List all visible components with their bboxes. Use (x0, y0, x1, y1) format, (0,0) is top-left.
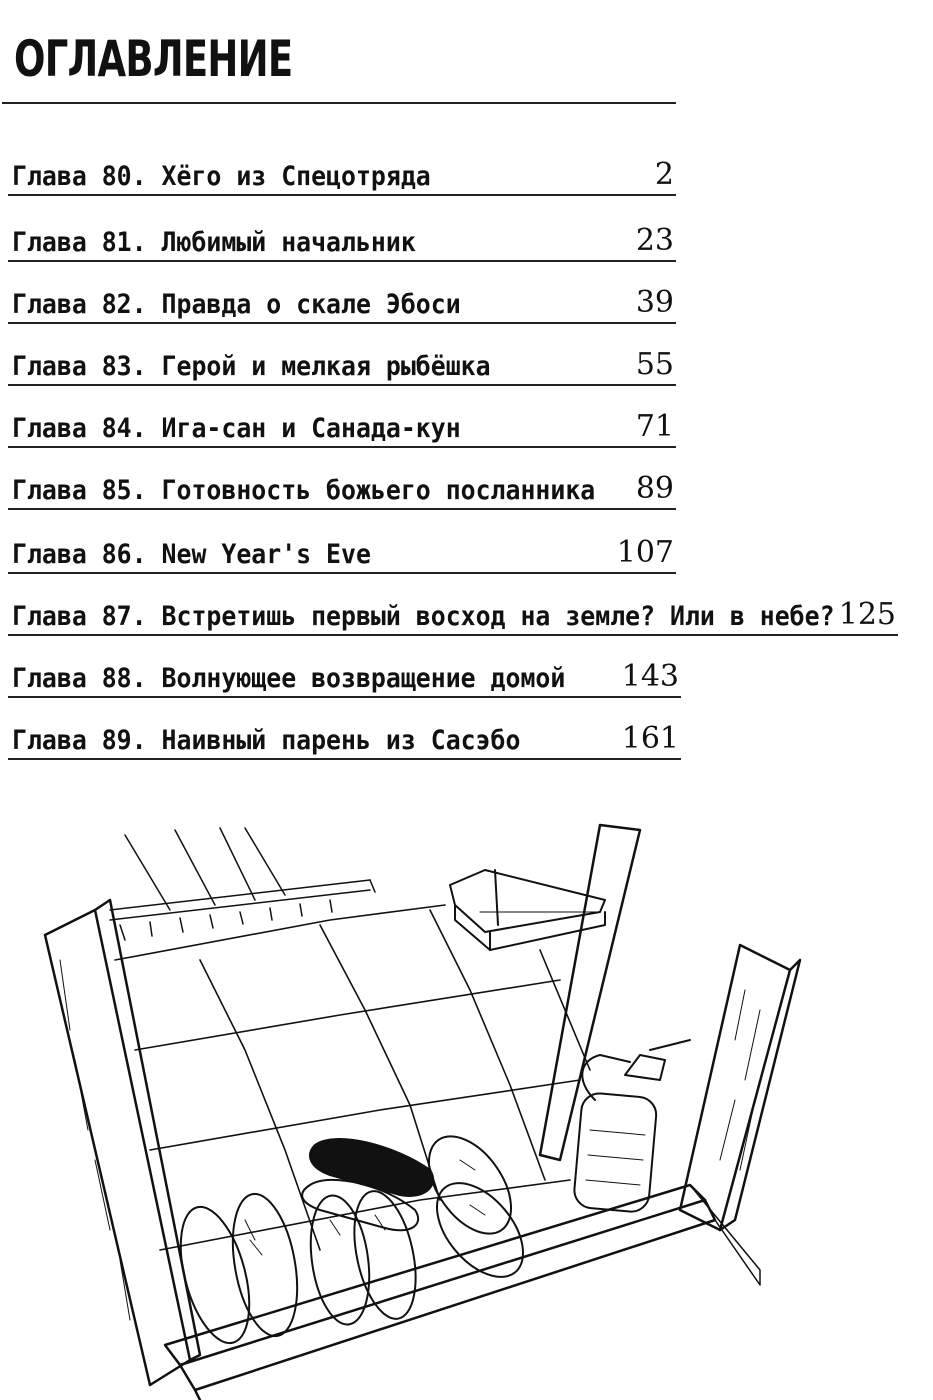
toc-entry[interactable] (8, 220, 676, 262)
page-number: 2 (654, 157, 674, 192)
right-door-frame (540, 825, 800, 1230)
chapter-title: Глава 83. Герой и мелкая рыбёшка (12, 351, 491, 382)
chapter-title: Глава 86. New Year's Eve (12, 539, 371, 570)
back-step (450, 870, 605, 950)
toc-entry[interactable] (8, 594, 898, 636)
left-door-frame (45, 900, 200, 1385)
page-number: 143 (621, 659, 679, 694)
fire-extinguisher-icon (573, 1040, 690, 1213)
toc-entry[interactable] (8, 468, 676, 510)
toc-entry[interactable] (8, 344, 676, 386)
chapter-title: Глава 80. Хёго из Спецотряда (12, 161, 431, 192)
page-number: 55 (635, 347, 674, 382)
entryway-illustration (0, 800, 933, 1400)
toc-entry[interactable] (8, 406, 676, 448)
chapter-title: Глава 87. Встретишь первый восход на земле? Или в небе? (12, 601, 835, 632)
entry-threshold (165, 1185, 760, 1400)
chapter-title: Глава 81. Любимый начальник (12, 227, 416, 258)
tiled-floor (115, 905, 590, 1250)
toc-entry[interactable] (8, 656, 681, 698)
toc-entry[interactable] (8, 282, 676, 324)
toc-entry[interactable] (8, 154, 676, 196)
hallway-floor (110, 828, 375, 940)
page-number: 89 (635, 471, 674, 506)
page-number: 125 (838, 597, 896, 632)
chapter-title: Глава 85. Готовность божьего посланника (12, 475, 596, 506)
chapter-title: Глава 84. Ига-сан и Санада-кун (12, 413, 461, 444)
chapter-title: Глава 88. Волнующее возвращение домой (12, 663, 566, 694)
page-number: 23 (635, 223, 674, 258)
page-title: ОГЛАВЛЕНИЕ (14, 30, 293, 88)
toc-entry[interactable] (8, 532, 676, 574)
page-number: 39 (635, 285, 674, 320)
shoes (168, 1122, 540, 1351)
chapter-title: Глава 89. Наивный парень из Сасэбо (12, 725, 521, 756)
toc-entry[interactable] (8, 718, 681, 760)
page-number: 161 (621, 721, 679, 756)
page-number: 71 (635, 409, 674, 444)
chapter-title: Глава 82. Правда о скале Эбоси (12, 289, 461, 320)
page-number: 107 (616, 535, 674, 570)
